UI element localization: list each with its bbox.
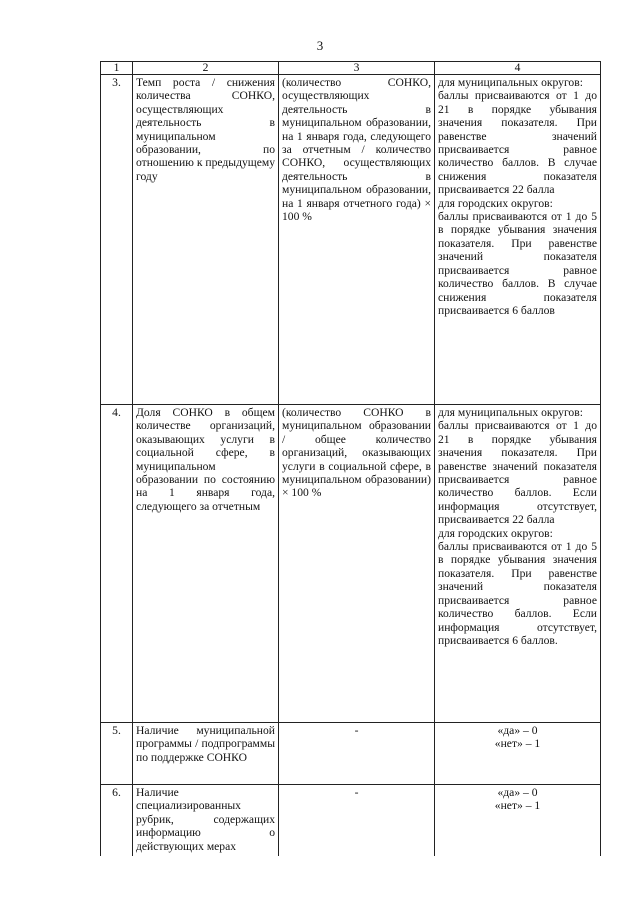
table-row	[101, 75, 601, 405]
row-number: 6.	[101, 785, 133, 857]
row-number: 5.	[101, 723, 133, 785]
scoring-rules	[435, 405, 601, 723]
row-number: 4.	[101, 405, 133, 723]
scoring-text: баллы присваиваются от 1 до 5 в порядке убывания значения показателя. При равенстве значений показателя присваивается равное количество баллов. В случае снижения показателя присваивается 6 баллов	[438, 210, 597, 317]
indicator-name: Наличие специализированных рубрик, содержащих информацию о действующих мерах	[133, 785, 279, 857]
scoring-group-title: для городских округов:	[438, 196, 553, 210]
table-row	[101, 405, 601, 723]
table-row	[101, 723, 601, 785]
scoring-no: «нет» – 1	[494, 799, 541, 813]
indicator-name: Наличие муниципальной программы / подпрограммы по поддержке СОНКО	[133, 723, 279, 785]
criteria-table	[100, 61, 601, 856]
indicator-name: Темп роста / снижения количества СОНКО, осуществляющих деятельность в муниципальном образовании, по отношению к предыдущему году	[133, 75, 279, 405]
scoring-text: баллы присваиваются от 1 до 5 в порядке убывания значения показателя. При равенстве значений показателя присваивается равное количество баллов. Если информация отсутствует, присваивается 6 баллов.	[438, 540, 597, 647]
scoring-group-title: для муниципальных округов:	[438, 76, 583, 89]
indicator-formula: -	[279, 723, 435, 785]
header-col-4: 4	[435, 62, 601, 75]
header-col-1: 1	[101, 62, 133, 75]
indicator-formula: (количество СОНКО в муниципальном образовании / общее количество организаций, оказывающих услуги в социальной сфере, в муниципальном образовании) × 100 %	[279, 405, 435, 723]
scoring-yes: «да» – 0	[497, 786, 538, 799]
scoring-group-title: для городских округов:	[438, 526, 553, 540]
scoring-rules	[435, 785, 601, 857]
scoring-rules	[435, 75, 601, 405]
header-col-3: 3	[279, 62, 435, 75]
indicator-formula: (количество СОНКО, осуществляющих деятельность в муниципальном образовании, на 1 января года, следующего за отчетным / количество СОНКО, осуществляющих деятельность в муниципальном образовании, на 1 января отчетного года) × 100 %	[279, 75, 435, 405]
scoring-text: баллы присваиваются от 1 до 21 в порядке убывания значения показателя. При равенстве значений показателя присваивается равное количество баллов. Если информация отсутствует, присваивается 22 балла	[438, 419, 597, 527]
scoring-no: «нет» – 1	[494, 737, 541, 751]
scoring-text: баллы присваиваются от 1 до 21 в порядке убывания значения показателя. При равенстве значений присваивается равное количество баллов. В случае снижения показателя присваивается 22 балла	[438, 89, 597, 197]
scoring-yes: «да» – 0	[497, 724, 538, 737]
header-col-2: 2	[133, 62, 279, 75]
scoring-group-title: для муниципальных округов:	[438, 406, 583, 419]
table-header-row	[101, 62, 601, 75]
scoring-rules	[435, 723, 601, 785]
page-number: 3	[316, 38, 324, 53]
indicator-name: Доля СОНКО в общем количестве организаций, оказывающих услуги в социальной сфере, в муниципальном образовании по состоянию на 1 января года, следующего за отчетным	[133, 405, 279, 723]
table-row	[101, 785, 601, 857]
indicator-formula: -	[279, 785, 435, 857]
row-number: 3.	[101, 75, 133, 405]
